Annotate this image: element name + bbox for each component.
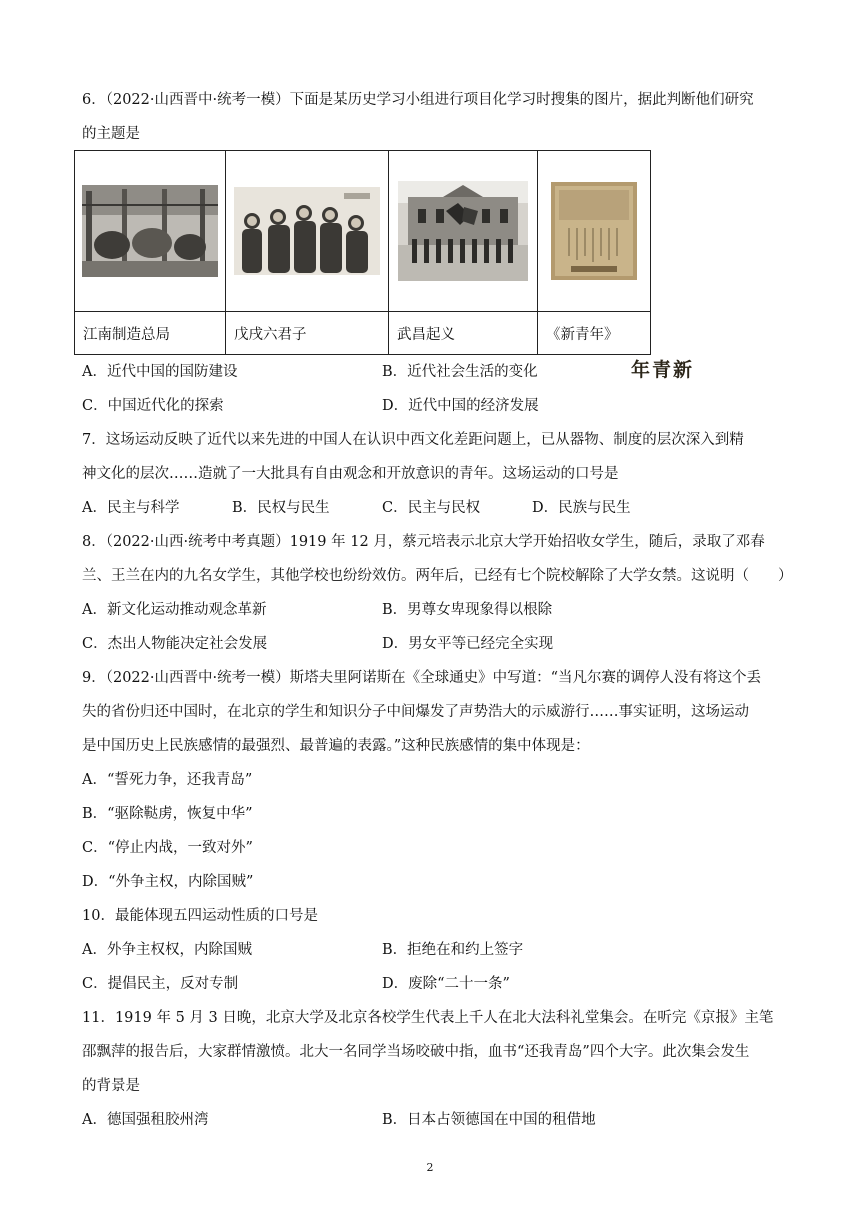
q10-stem-line1: 10．最能体现五四运动性质的口号是 — [82, 908, 318, 924]
q9-option-c[interactable]: C．“停止内战，一致对外” — [82, 840, 253, 856]
q8-stem-line2: 兰、王兰在内的九名女学生，其他学校也纷纷效仿。两年后，已经有七个院校解除了大学女禁。这说明（ ） — [82, 568, 793, 584]
jiangnan-arsenal-photo — [82, 185, 218, 277]
page-number: 2 — [426, 1161, 434, 1174]
q11-stem-line3: 的背景是 — [82, 1078, 140, 1094]
q6-stem-line2: 的主题是 — [82, 126, 140, 142]
q9-option-d[interactable]: D．“外争主权，内除国贼” — [82, 874, 254, 890]
q7-option-a[interactable]: A．民主与科学 — [82, 500, 180, 516]
q9-option-a[interactable]: A．“誓死力争，还我青岛” — [82, 772, 253, 788]
q11-stem-line2: 邵飘萍的报告后，大家群情激愤。北大一名同学当场咬破中指，血书“还我青岛”四个大字。此次集会发生 — [82, 1044, 750, 1060]
q9-stem-line3: 是中国历史上民族感情的最强烈、最普遍的表露。”这种民族感情的集中体现是： — [82, 738, 590, 754]
q6-option-a[interactable]: A．近代中国的国防建设 — [82, 364, 238, 380]
q9-option-b[interactable]: B．“驱除鞑虏，恢复中华” — [82, 806, 253, 822]
new-youth-cover — [551, 182, 637, 280]
q8-option-a[interactable]: A．新文化运动推动观念革新 — [82, 602, 267, 618]
new-youth-title: 年青新 — [630, 358, 694, 381]
q11-option-a[interactable]: A．德国强租胶州湾 — [82, 1112, 209, 1128]
q8-stem-line1: 8．（2022·山西·统考中考真题）1919 年 12 月，蔡元培表示北京大学开始招收女学生，随后，录取了邓春 — [82, 534, 765, 550]
q11-option-b[interactable]: B．日本占领德国在中国的租借地 — [382, 1112, 596, 1128]
caption-new-youth: 《新青年》 — [538, 312, 651, 355]
wuchang-uprising-photo — [398, 181, 528, 281]
q9-stem-line2: 失的省份归还中国时，在北京的学生和知识分子中间爆发了声势浩大的示威游行……事实证明，这场运动 — [82, 704, 749, 720]
jiangnan-arsenal-cell — [75, 151, 226, 312]
q6-option-c[interactable]: C．中国近代化的探索 — [82, 398, 224, 414]
q6-stem-line1: 6．（2022·山西晋中·统考一模）下面是某历史学习小组进行项目化学习时搜集的图片，据此判断他们研究 — [82, 92, 754, 108]
q10-option-b[interactable]: B．拒绝在和约上签字 — [382, 942, 524, 958]
caption-wuchang-uprising: 武昌起义 — [389, 312, 538, 355]
q10-option-d[interactable]: D．废除“二十一条” — [382, 976, 510, 992]
q7-stem-line1: 7．这场运动反映了近代以来先进的中国人在认识中西文化差距问题上，已从器物、制度的层次深入到精 — [82, 432, 744, 448]
q7-stem-line2: 神文化的层次……造就了一大批具有自由观念和开放意识的青年。这场运动的口号是 — [82, 466, 619, 482]
q7-option-d[interactable]: D．民族与民生 — [532, 500, 631, 516]
six-gentlemen-photo — [234, 187, 380, 275]
q8-option-d[interactable]: D．男女平等已经完全实现 — [382, 636, 554, 652]
q10-option-a[interactable]: A．外争主权权，内除国贼 — [82, 942, 252, 958]
q11-stem-line1: 11．1919 年 5 月 3 日晚，北京大学及北京各校学生代表上千人在北大法科礼堂集会。在听完《京报》主笔 — [82, 1010, 774, 1026]
q6-option-b[interactable]: B．近代社会生活的变化 — [382, 364, 538, 380]
caption-six-gentlemen: 戊戌六君子 — [226, 312, 389, 355]
q8-option-b[interactable]: B．男尊女卑现象得以根除 — [382, 602, 553, 618]
q9-stem-line1: 9．（2022·山西晋中·统考一模）斯塔夫里阿诺斯在《全球通史》中写道：“当凡尔赛的调停人没有将这个丢 — [82, 670, 762, 686]
wuchang-uprising-cell — [389, 151, 538, 312]
q7-option-b[interactable]: B．民权与民生 — [232, 500, 330, 516]
q8-option-c[interactable]: C．杰出人物能决定社会发展 — [82, 636, 268, 652]
q7-option-c[interactable]: C．民主与民权 — [382, 500, 481, 516]
q10-option-c[interactable]: C．提倡民主，反对专制 — [82, 976, 239, 992]
q6-option-d[interactable]: D．近代中国的经济发展 — [382, 398, 539, 414]
six-gentlemen-cell — [226, 151, 389, 312]
caption-jiangnan-arsenal: 江南制造总局 — [75, 312, 226, 355]
